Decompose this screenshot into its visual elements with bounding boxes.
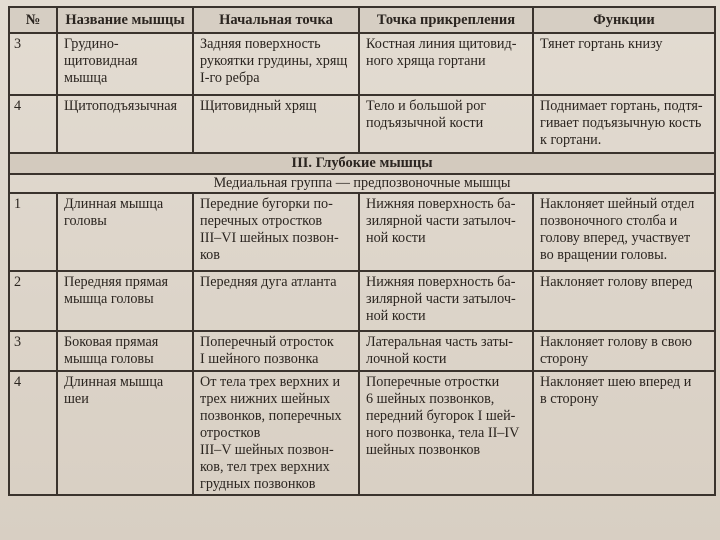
header-name: Название мышцы [57,7,193,33]
row-num: 4 [9,95,57,153]
table-header-row [9,7,715,33]
row-origin: Щитовидный хрящ [193,95,359,153]
row-function: Поднимает гортань, подтя- гивает подъязычную кость к гортани. [533,95,715,153]
row-num: 1 [9,193,57,271]
row-insertion: Поперечные отростки 6 шейных позвонков, передний бугорок I шей- ного позвонка, тела II–IV шейных позвонков [359,371,533,495]
row-num: 3 [9,331,57,371]
table-row [9,271,715,331]
row-function: Наклоняет шею вперед и в сторону [533,371,715,495]
subsection-row [9,174,715,193]
row-origin: Передняя дуга атланта [193,271,359,331]
table-row [9,371,715,495]
row-name: Щитоподъязычная [57,95,193,153]
row-num: 3 [9,33,57,95]
row-function: Наклоняет голову в свою сторону [533,331,715,371]
header-function: Функции [533,7,715,33]
section-title: III. Глубокие мышцы [9,153,715,174]
row-insertion: Нижняя поверхность ба- зилярной части затылоч- ной кости [359,271,533,331]
row-function: Тянет гортань книзу [533,33,715,95]
row-name: Длинная мышца головы [57,193,193,271]
row-origin: Поперечный отросток I шейного позвонка [193,331,359,371]
muscles-table [8,6,716,496]
subsection-title: Медиальная группа — предпозвоночные мышцы [9,174,715,193]
table-row [9,95,715,153]
row-insertion: Костная линия щитовид- ного хряща гортани [359,33,533,95]
header-num: № [9,7,57,33]
row-origin: Передние бугорки по- перечных отростков III–VI шейных позвон- ков [193,193,359,271]
row-origin: От тела трех верхних и трех нижних шейных позвонков, поперечных отростков III–V шейных позвон- ков, тел трех верхних грудных позвонков [193,371,359,495]
row-num: 4 [9,371,57,495]
row-insertion: Латеральная часть заты- лочной кости [359,331,533,371]
row-insertion: Нижняя поверхность ба- зилярной части затылоч- ной кости [359,193,533,271]
row-name: Длинная мышца шеи [57,371,193,495]
table-row [9,33,715,95]
header-insertion: Точка прикрепления [359,7,533,33]
table-row [9,193,715,271]
table-row [9,331,715,371]
row-name: Грудино- щитовидная мышца [57,33,193,95]
header-origin: Начальная точка [193,7,359,33]
section-row [9,153,715,174]
row-insertion: Тело и большой рог подъязычной кости [359,95,533,153]
row-origin: Задняя поверхность рукоятки грудины, хрящ I-го ребра [193,33,359,95]
row-function: Наклоняет шейный отдел позвоночного столба и голову вперед, участвует во вращении головы. [533,193,715,271]
row-name: Передняя прямая мышца головы [57,271,193,331]
row-num: 2 [9,271,57,331]
row-name: Боковая прямая мышца головы [57,331,193,371]
row-function: Наклоняет голову вперед [533,271,715,331]
